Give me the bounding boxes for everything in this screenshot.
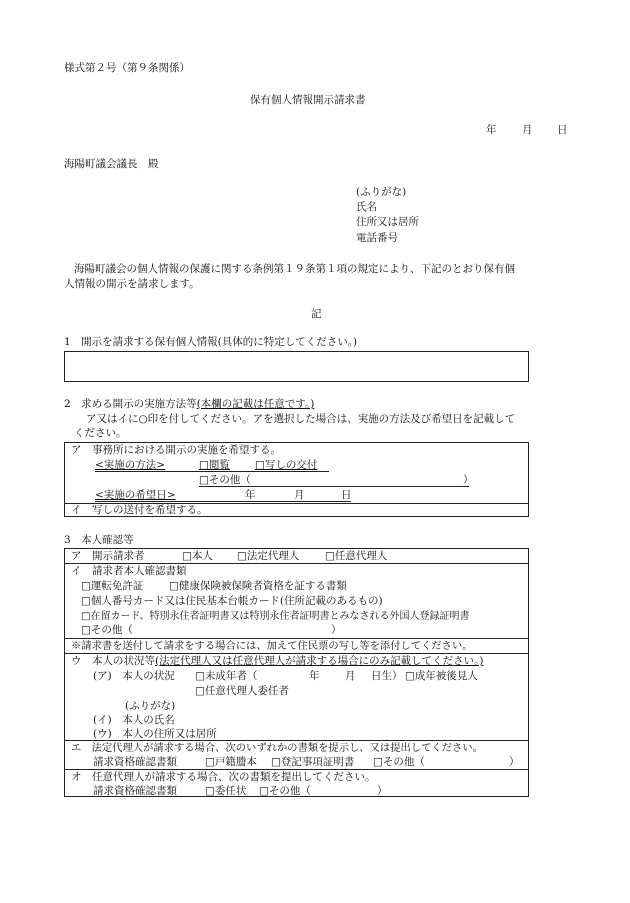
- principal-status-heading: [71, 655, 483, 668]
- section2-row-i: [65, 504, 528, 517]
- section2-heading-optional: (本欄の記載は任意です。): [196, 398, 315, 410]
- minor-birth-year: 年: [309, 670, 320, 682]
- preferred-date-month: 月: [294, 489, 305, 501]
- section2-note-line-2: ください。: [74, 427, 127, 439]
- principal-status-title: ウ 本人の状況等: [71, 655, 155, 667]
- section3-row-b: [65, 564, 528, 639]
- principal-address-label: (ウ) 本人の住所又は居所: [93, 728, 217, 740]
- my-number-card-checkbox[interactable]: □個人番号カード又は住民基本台帳カード(住所記載のあるもの): [81, 595, 383, 607]
- method-other-underline: [199, 486, 469, 487]
- date-month-label: 月: [522, 124, 533, 136]
- section1-heading: 1 開示を請求する保有個人情報(具体的に特定してください。): [64, 336, 358, 348]
- minor-birth-day: 日生）: [371, 670, 403, 682]
- method-underline: [95, 471, 203, 472]
- minor-checkbox[interactable]: □未成年者（: [195, 670, 258, 682]
- section2-option-a[interactable]: ア 事務所における開示の実施を希望する。: [71, 444, 281, 456]
- method-other-checkbox[interactable]: □その他（: [199, 474, 251, 486]
- section2-note-line-1: ア又はイに○印を付してください。アを選択した場合は、実施の方法及び希望日を記載して: [86, 413, 516, 425]
- section3-row-e: [65, 741, 528, 770]
- requester-legal-agent-checkbox[interactable]: □法定代理人: [237, 550, 300, 562]
- form-title: 保有個人情報開示請求書: [250, 94, 366, 106]
- method-view-checkbox[interactable]: □閲覧: [199, 459, 230, 471]
- adult-ward-checkbox[interactable]: □成年被後見人: [405, 670, 478, 682]
- voluntary-agent-docs-instruction: オ 任意代理人が請求する場合、次の書類を提出してください。: [71, 771, 376, 783]
- method-label: <実施の方法>: [95, 459, 166, 471]
- principal-name-label: (イ) 本人の氏名: [93, 714, 175, 726]
- requester-type-label: ア 開示請求者: [71, 550, 145, 562]
- section1-input-box[interactable]: [64, 351, 529, 382]
- health-insurance-checkbox[interactable]: □健康保険被保険者資格を証する書類: [169, 580, 347, 592]
- preferred-date-day: 日: [341, 489, 352, 501]
- section2-heading-text: 2 求める開示の実施方法等: [64, 398, 197, 410]
- residence-card-checkbox[interactable]: □在留カード、特別永住者証明書又は特別永住者証明書とみなされる外国人登録証明書: [81, 611, 470, 622]
- section2-heading: [64, 398, 314, 411]
- section2-row-a: [65, 443, 528, 504]
- legal-agent-docs-label: 請求資格確認書類: [93, 756, 177, 768]
- section2-table: [64, 442, 529, 517]
- section2-option-i[interactable]: イ 写しの送付を希望する。: [71, 504, 208, 516]
- preferred-date-label: <実施の希望日>: [95, 489, 176, 501]
- registry-certificate-checkbox[interactable]: □登記事項証明書: [271, 756, 355, 768]
- voluntary-other-close-paren: ）: [377, 785, 388, 797]
- id-other-close-paren: ）: [331, 624, 342, 636]
- id-documents-title: イ 請求者本人確認書類: [71, 565, 187, 577]
- requester-furigana-label: (ふりがな): [356, 186, 407, 198]
- voluntary-agent-docs-label: 請求資格確認書類: [93, 785, 177, 797]
- principal-furigana-label: (ふりがな): [125, 700, 176, 712]
- method-other-close-paren: ）: [463, 474, 474, 486]
- principal-status-condition: (法定代理人又は任意代理人が請求する場合にのみ記載してください。): [155, 655, 484, 667]
- form-number: 様式第２号（第９条関係）: [64, 62, 190, 74]
- section3-row-o: [65, 770, 528, 797]
- section3-note-row: [65, 639, 528, 654]
- legal-other-close-paren: ）: [509, 756, 520, 768]
- section3-heading: 3 本人確認等: [64, 534, 134, 546]
- intro-line-1: 海陽町議会の個人情報の保護に関する条例第１９条第１項の規定により、下記のとおり保有個: [74, 263, 515, 275]
- mail-request-note: ※請求書を送付して請求をする場合には、加えて住民票の写し等を添付してください。: [71, 640, 473, 652]
- requester-self-checkbox[interactable]: □本人: [182, 550, 213, 562]
- section3-table: [64, 548, 529, 797]
- legal-other-checkbox[interactable]: □その他（: [373, 756, 425, 768]
- drivers-license-checkbox[interactable]: □運転免許証: [81, 580, 144, 592]
- section3-row-c: [65, 654, 528, 741]
- date-day-label: 日: [557, 124, 568, 136]
- power-of-attorney-checkbox[interactable]: □委任状: [205, 785, 247, 797]
- addressee: 海陽町議会議長 殿: [64, 158, 159, 170]
- preferred-date-underline: [95, 501, 351, 502]
- requester-address-label: 住所又は居所: [356, 216, 419, 228]
- ki-marker: 記: [311, 308, 322, 320]
- preferred-date-year: 年: [245, 489, 256, 501]
- minor-birth-month: 月: [345, 670, 356, 682]
- family-register-checkbox[interactable]: □戸籍謄本: [205, 756, 257, 768]
- section3-row-a: [65, 549, 528, 564]
- id-other-checkbox[interactable]: □その他（: [81, 624, 133, 636]
- date-year-label: 年: [486, 124, 497, 136]
- intro-line-2: 人情報の開示を請求します。: [64, 278, 200, 290]
- voluntary-other-checkbox[interactable]: □その他（: [259, 785, 311, 797]
- requester-voluntary-agent-checkbox[interactable]: □任意代理人: [325, 550, 388, 562]
- requester-name-label: 氏名: [356, 201, 377, 213]
- method-copy-checkbox[interactable]: □写しの交付: [255, 459, 318, 471]
- requester-phone-label: 電話番号: [356, 232, 398, 244]
- legal-agent-docs-instruction: エ 法定代理人が請求する場合、次のいずれかの書類を提示し、又は提出してください。: [71, 742, 483, 754]
- principal-status-label: (ア) 本人の状況: [93, 670, 175, 682]
- voluntary-principal-checkbox[interactable]: □任意代理人委任者: [195, 685, 289, 697]
